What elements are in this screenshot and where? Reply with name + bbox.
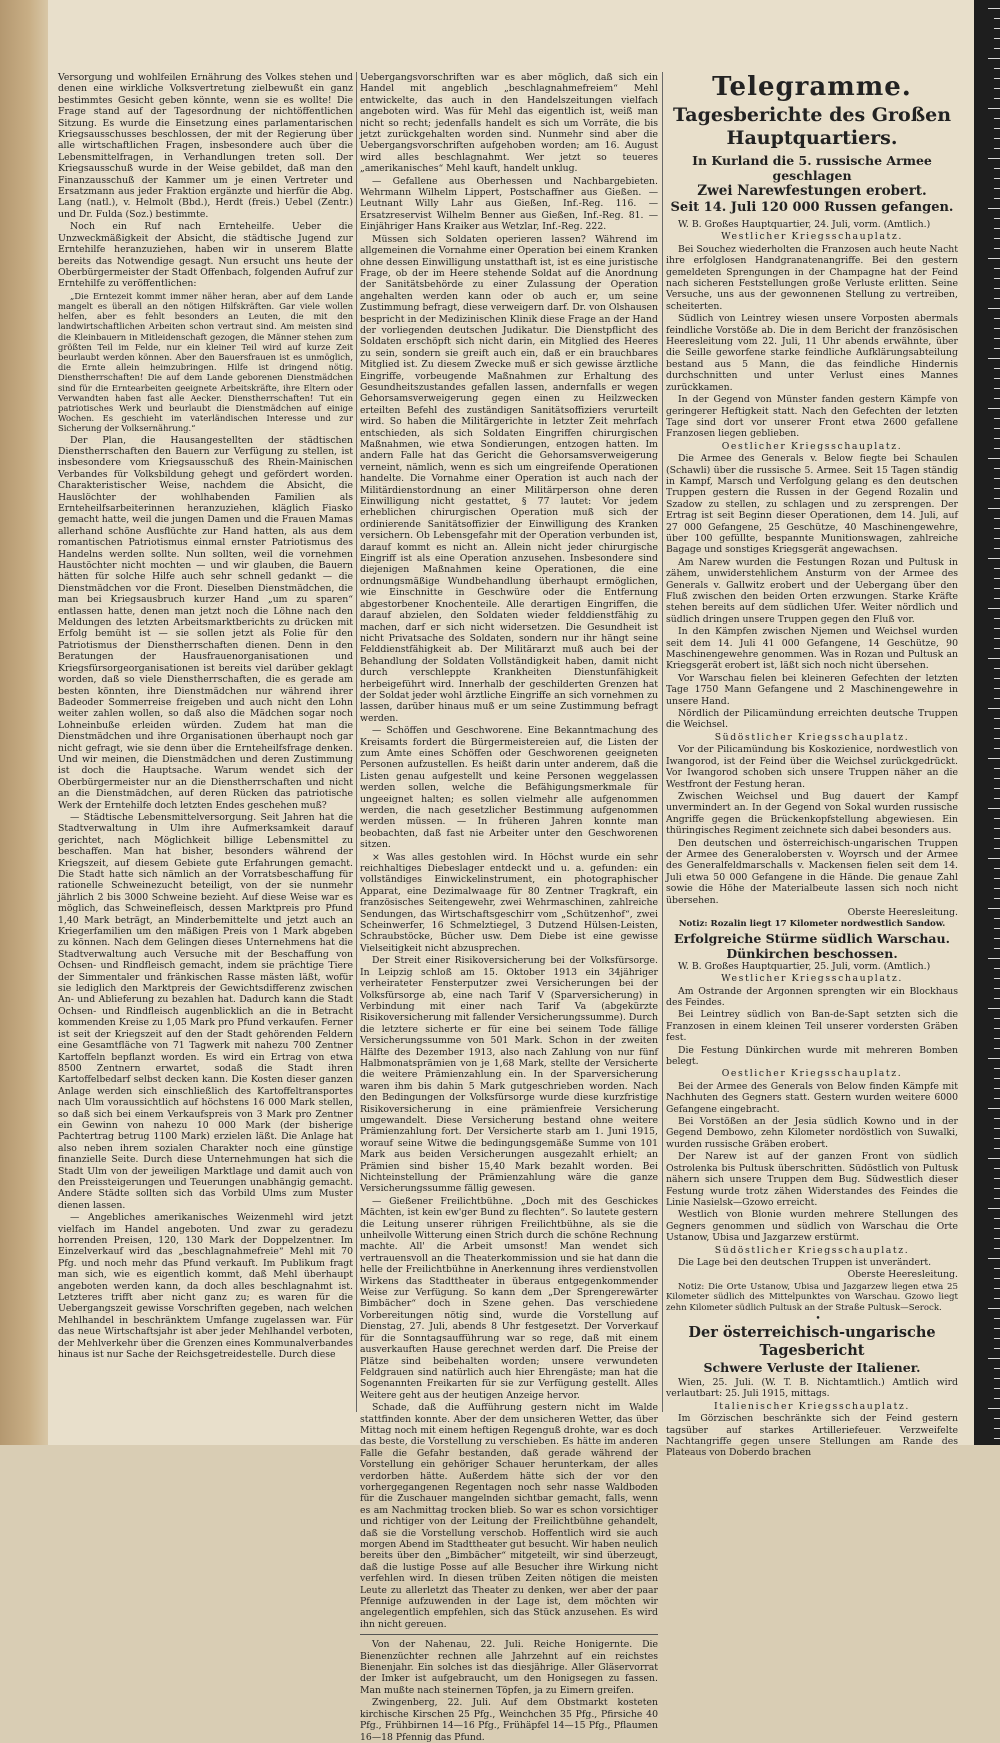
ruler-tick (994, 598, 1000, 599)
ruler-tick (994, 848, 1000, 849)
ruler-tick (994, 18, 1000, 19)
ruler-tick (994, 1098, 1000, 1099)
ruler-tick (994, 198, 1000, 199)
ruler-tick (994, 448, 1000, 449)
headline-narewfestungen: Zwei Narewfestungen erobert. (697, 183, 927, 199)
ruler-tick (994, 888, 1000, 889)
ruler-tick (994, 618, 1000, 619)
ruler-tick (994, 288, 1000, 289)
ruler-tick (994, 368, 1000, 369)
column-left (58, 72, 353, 1412)
ruler-tick (994, 668, 1000, 669)
page-content (58, 72, 958, 1743)
article-lebensmittelversorgung: — Städtische Lebensmittelversorgung. Seit Jahren hat die Stadtverwaltung in Ulm ihre Aufmerksamkeit darauf gerichtet, nach Möglichkeit billige Lebensmittel zu beschaffen. Man hat bisher, besonders während der Kriegszeit, auf diesem Gebiete gute Erfahrungen gemacht. Die Stadt hatte sich nämlich an der Vorratsbeschaffung für rationelle Schweinezucht beteiligt, von der sie nunmehr jährlich 2 bis 3000 Schweine bezieht. Auf diese Weise war es möglich, das Schweinefleisch, dessen Marktpreis pro Pfund 1,40 Mark beträgt, an Minderbemittelte und jetzt auch an Kriegerfamilien um den mäßigen Preis von 1 Mark abgeben zu können. Nach dem Gelingen dieses Unternehmens hat die Stadtverwaltung auch Versuche mit der Beschaffung von Ochsen- und Rindfleisch gemacht, indem sie prächtige Tiere der Simmentaler und fränkischen Rasse mästen läßt, wofür sie lediglich den Marktpreis der Gewichtsdifferenz zwischen An- und Ablieferung zu bezahlen hat. Dadurch kann die Stadt Ochsen- und Rindfleisch augenblicklich an die in Betracht kommenden Kreise zu 1,05 Mark pro Pfund verkaufen. Ferner ist seit der Kriegszeit auf den der Stadt gehörenden Feldern eine Gesamtfläche von 71 Tagwerk mit nahezu 700 Zentner Kartoffeln bepflanzt worden. Es wird ein Ertrag von etwa 8500 Zentnern erwartet, sodaß die Stadt ihren Kartoffelbedarf selbst decken kann. Die Kosten dieser ganzen Anlage werden sich einschließlich des Kartoffeltransportes nach Ulm voraussichtlich auf höchstens 16 000 Mark stellen, so daß sich bei einem Verkaufspreis von 3 Mark pro Zentner ein Gewinn von nahezu 10 000 Mark (der bisherige Pachtertrag betrug 1100 Mark) erzielen läßt. Die Anlage hat also neben ihrem sozialen Charakter noch eine günstige finanzielle Seite. Durch diese Unternehmungen hat sich die Stadt Ulm von der jeweiligen Marktlage und damit auch von den Preissteigerungen und Teuerungen unabhängig gemacht. Andere Städte sollten sich das Vorbild Ulms zum Muster dienen lassen. (58, 811, 353, 1211)
dateline: Wien, 25. Juli. (W. T. B. Nichtamtlich.) Amtlich wird verlautbart: 25. Juli 1915, mittags. (666, 1376, 958, 1400)
article-schoeffen: — Schöffen und Geschworene. Eine Bekanntmachung des Kreisamts fordert die Bürgermeistereien auf, die Listen der zum Amte eines Schöffen oder Geschworenen geeigneten Personen aufzustellen. Es heißt darin unter anderem, daß die Listen genau aufgestellt und keine Personen weggelassen werden sollen, welche die Befähigungsmerkmale für ungeeignet halten; es sollen vielmehr alle aufgenommen werden, die nach gesetzlicher Bestimmung aufgenommen werden müssen. — In früheren Jahren konnte man beobachten, daß fast nie Arbeiter unter den Geschworenen sitzen. (360, 725, 658, 851)
subheading-oestlich: Oestlicher Kriegsschauplatz. (721, 1068, 903, 1080)
ruler-tick (988, 808, 1000, 809)
ruler-tick (994, 478, 1000, 479)
ruler-tick (994, 648, 1000, 649)
ruler-tick (994, 38, 1000, 39)
column-divider (356, 72, 357, 1412)
ruler-tick (994, 218, 1000, 219)
ruler-tick (994, 988, 1000, 989)
subheading-suedoestlich: Südöstlicher Kriegsschauplatz. (714, 731, 910, 743)
ruler-tick (994, 1388, 1000, 1389)
ruler-tick (988, 208, 1000, 209)
ruler-tick (994, 1118, 1000, 1119)
ruler-tick (994, 1198, 1000, 1199)
ruler-tick (994, 1248, 1000, 1249)
ruler-tick (988, 408, 1000, 409)
report-paragraph: Zwischen Weichsel und Bug dauert der Kampf unvermindert an. In der Gegend von Sokal wurden russische Angriffe gegen die Brückenkopfstellung abgewiesen. Ein thüringisches Regiment zeichnete sich dabei besonders aus. (666, 790, 958, 837)
ruler-tick (994, 738, 1000, 739)
report-paragraph: Südlich von Leintrey wiesen unsere Vorposten abermals feindliche Vorstöße ab. Die in dem Bericht der französischen Heeresleitung vom 22. Juli, 11 Uhr abends erwähnte, über die Seille geworfene starke feindliche Aufklärungsabteilung bestand aus 5 Mann, die das feindliche Hindernis durchschnitten und unter Verlust eines Mannes zurückkamen. (666, 313, 958, 393)
ruler-tick (994, 28, 1000, 29)
report-paragraph: Vor Warschau fielen bei kleineren Gefechten der letzten Tage 1750 Mann Gefangene und 2 Maschinengewehre in unsere Hand. (666, 672, 958, 707)
ruler-tick (994, 1018, 1000, 1019)
article-freilichtbuehne-2: Schade, daß die Aufführung gestern nicht im Walde stattfinden konnte. Aber der dem unsicheren Wetter, das über Mittag noch mit einem heftigen Regenguß drohte, war es doch das beste, die Vorstellung zu verschieben. Es hätte im anderen Falle die Gefahr bestanden, daß gerade während der Vorstellung ein gehöriger Schauer herunterkam, der alles verdorben hätte. Außerdem hätte sich der vor den vorhergegangenen Regentagen noch sehr nasse Waldboden für die Zuschauer mangelnden sichtbar gemacht, falls, wenn es am Nachmittag trocken blieb. So war es schon vorsichtiger und richtiger von der Leitung der Freilichtbühne gehandelt, daß sie die Vorstellung verschob. Hoffentlich wird sie auch morgen Abend im Stadttheater gut besucht. Wir haben neulich bereits über den „Bimbächer“ mitgeteilt, wir sind überzeugt, daß die lustige Posse auf alle Besucher ihre Wirkung nicht verfehlen wird. In diesen trüben Zeiten nötigen die meisten Leute zu allerletzt das Theater zu denken, wer aber der paar Pfennige aufzuwenden in der Lage ist, dem möchten wir angelegentlich empfehlen, sich das Stück anzusehen. Es wird ihn nicht gereuen. (360, 1402, 658, 1630)
ruler-tick (994, 578, 1000, 579)
report-paragraph: Am Ostrande der Argonnen sprengten wir ein Blockhaus des Feindes. (666, 985, 958, 1008)
subheading-westlich: Westlicher Kriegsschauplatz. (721, 973, 903, 985)
ruler-tick (994, 248, 1000, 249)
ruler-tick (994, 1138, 1000, 1139)
report-paragraph: Am Narew wurden die Festungen Rozan und Pultusk in zähem, unwiderstehlichem Ansturm von der Armee des Generals v. Gallwitz erobert und der Uebergang über den Fluß zwischen den beiden Orten erzwungen. Starke Kräfte stehen bereits auf dem südlichen Ufer. Weiter nördlich und südlich dringen unsere Truppen gegen den Fluß vor. (666, 556, 958, 625)
ruler-tick (994, 1318, 1000, 1319)
ruler-tick (994, 1228, 1000, 1229)
ruler-tick (994, 1178, 1000, 1179)
ruler-tick (994, 748, 1000, 749)
ruler-tick (994, 118, 1000, 119)
notiz: Notiz: Die Orte Ustanow, Ubisa und Jazgarzew liegen etwa 25 Kilometer südlich des Mittelpunktes von Warschau. Gzowo liegt zehn Kilometer südlich Pultusk an der Straße Pultusk—Serock. (666, 1281, 958, 1313)
ruler-tick (994, 148, 1000, 149)
article-dienstmaedchen: Der Plan, die Hausangestellten der städtischen Dienstherrschaften den Bauern zur Verfügung zu stellen, ist insbesondere vom Kriegsausschuß des Rhein-Mainischen Verbandes für Volksbildung gehegt und gefördert worden. Charakteristischer Weise, nachdem die Absicht, die Hauslöchter der wohlhabenden Familien als Ernteheilfsarbeiterinnen heranzuziehen, kläglich Fiasko gemacht hatte, weil die jungen Damen und die Frauen Mamas allerhand schöne Ausflüchte zur Hand hatten, als aus dem romantischen Patriotismus einmal ernster Patriotismus des Handelns werden sollte. Nun sollten, weil die vornehmen Haustöchter nicht mochten — und wir glauben, die Bauern hätten für solche Hilfe auch sehr schnell gedankt — die Dienstmädchen vor die Front. Dieselben Dienstmädchen, die man bei Kriegsausbruch kurzer Hand „um zu sparen“ entlassen hatte, denen man jetzt noch die Löhne nach den Meldungen des letzten Arbeitsmarktberichts zu drücken mit Erfolg bemüht ist — sie sollen jetzt als Folie für den Patriotismus der Dienstherrschaften dienen. Denn in den Beratungen der Hausfrauenorganisationen und Kriegsfürsorgeorganisationen ist bereits viel darüber geklagt worden, daß so viele Dienstherrschaften, die es gerade am besten könnten, ihre Dienstmädchen nur während ihrer Badeoder Sommerreise freigeben und auch nicht den Lohn weiter zahlen wollen, so daß also die Mädchen sogar noch Lohneinbuße erleiden würden. Zudem hat man die Dienstmädchen und ihre Organisationen überhaupt noch gar nicht gefragt, wie sie denn über die Ernteheilfsfrage denken. Und wir meinen, die Dienstmädchen und deren Zustimmung ist doch die Hauptsache. Warum wendet sich der Oberbürgermeister nur an die Dienstherrschaften und nicht an die Dienstmädchen, auf deren Rücken das patriotische Werk der Erntehilfe doch letzten Endes geschehen muß? (58, 434, 353, 811)
ruler-tick (994, 1368, 1000, 1369)
subheading-westlich: Westlicher Kriegsschauplatz. (721, 231, 903, 243)
headline-oesterreich: Der österreichisch-ungarische Tagesbericht (688, 1323, 936, 1359)
ruler-tick (988, 858, 1000, 859)
ruler-tick (988, 1058, 1000, 1059)
ruler-tick (994, 1218, 1000, 1219)
report-paragraph: Bei Vorstößen an der Jesia südlich Kowno und in der Gegend Dembowo, zehn Kilometer nordöstlich von Suwalki, wurden russische Gräben erobert. (666, 1116, 958, 1150)
column-divider (662, 72, 663, 1412)
report-paragraph: Bei Leintrey südlich von Ban-de-Sapt setzten sich die Franzosen in einem kleinen Teil unserer vordersten Gräben fest. (666, 1009, 958, 1044)
headline-warschau: Erfolgreiche Stürme südlich Warschau. (674, 930, 950, 946)
ruler-tick (994, 398, 1000, 399)
ruler-tick (988, 8, 1000, 9)
ruler-tick (994, 1338, 1000, 1339)
article-mehl-continued: Uebergangsvorschriften war es aber möglich, daß sich ein Handel mit angeblich „beschlagnahmefreiem“ Mehl entwickelte, das auch in den Handelszeitungen vielfach angeboten wird. Was für Mehl das eigentlich ist, weiß man nicht so recht; jedenfalls handelt es sich um Vorräte, die bis jetzt zurückgehalten worden sind. Nunmehr sind aber die Uebergangsvorschriften aufgehoben worden; am 16. August wird alles beschlagnahmt. Wer jetzt so teueres „amerikanisches“ Mehl kauft, handelt unklug. (360, 72, 658, 175)
ruler-tick (994, 688, 1000, 689)
report-paragraph: Bei Souchez wiederholten die Franzosen auch heute Nacht ihre erfolglosen Handgranatenangriffe. Bei den gestern gemeldeten Sprengungen in der Champagne hat der Feind nach sicheren Feststellungen große Verluste erlitten. Seine Versuche, uns aus der gewonnenen Stellung zu vertreiben, scheiterten. (666, 243, 958, 312)
ruler-tick (994, 778, 1000, 779)
article-gestohlen: × Was alles gestohlen wird. In Höchst wurde ein sehr reichhaltiges Diebeslager entdeckt und u. a. gefunden: ein vollständiges Einwickelinstrument, ein photographischer Apparat, eine Dezimalwaage für 80 Zentner Tragkraft, ein französisches Seitengewehr, zwei Wehrmaschinen, zahlreiche Sendungen, das Wirtschaftsgeschirr vom „Schützenhof“, zwei Scheinwerfer, 16 Schmelztiegel, 3 Dutzend Hülsen-Leisten, Schraubstöcke, Bücher usw. Dem Diebe ist eine gewisse Vielseitigkeit nicht abzusprechen. (360, 851, 658, 954)
ruler-tick (988, 958, 1000, 959)
report-paragraph: Im Görzischen beschränkte sich der Feind gestern tagsüber auf starkes Artilleriefeuer. Verzweifelte Nachtangriffe gegen unsere Stellungen am Rande des Plateaus von Doberdo brachen (666, 1413, 958, 1459)
ruler-tick (994, 228, 1000, 229)
ruler-tick (994, 468, 1000, 469)
ruler-tick (988, 1358, 1000, 1359)
report-paragraph: Die Festung Dünkirchen wurde mit mehreren Bomben belegt. (666, 1044, 958, 1068)
article-kriegsausschuss: Versorgung und wohlfeilen Ernährung des Volkes stehen und denen eine wirkliche Volksvertretung zielbewußt ein ganz bestimmtes Gesicht geben könnte, wenn sie es wollte! Die Frage stand auf der Tagesordnung der nichtöffentlichen Sitzung. Es wurde die Einsetzung eines parlamentarischen Kriegsausschusses beschlossen, der mit der Regierung über alle wirtschaftlichen Fragen, insbesondere auch über die Lebensmittelfragen, in Verhandlungen treten soll. Der Kriegsausschuß wurde in der Weise gebildet, daß man den Finanzausschuß der Kammer um je einen Vertreter und Ersatzmann aus jeder Fraktion ergänzte und hierfür die Abg. Lang (natl.), v. Helmolt (Bbd.), Herdt (freis.) Uebel (Zentr.) und Dr. Fulda (Soz.) bestimmte. (58, 72, 353, 220)
ruler-tick (988, 108, 1000, 109)
ruler-tick (994, 768, 1000, 769)
ruler-tick (994, 1238, 1000, 1239)
report-paragraph: Nördlich der Pilicamündung erreichten deutsche Truppen die Weichsel. (666, 708, 958, 731)
ruler-tick (994, 1398, 1000, 1399)
article-weizenmehl: — Angebliches amerikanisches Weizenmehl wird jetzt vielfach im Handel angeboten. Und zwar zu geradezu horrenden Preisen, 120, 130 Mark der Doppelzentner. Im Einzelverkauf wird das „beschlagnahmefreie“ Mehl mit 70 Pfg. und noch mehr das Pfund verkauft. Im Publikum fragt man sich, wie es eigentlich kommt, daß Mehl überhaupt angeboten werden kann, da doch alles beschlagnahmt ist. Letzteres trifft aber nicht ganz zu; es waren für die Uebergangszeit gewisse Vorschriften gegeben, nach welchen Mehlhandel in beschränktem Umfange zugelassen war. Für das neue Wirtschaftsjahr ist aber jeder Mehlhandel verboten, der Mehlverkehr über die Grenzen eines Kommunalverbandes hinaus ist nur Sache der Reichsgetreidestelle. Durch diese (58, 1212, 353, 1361)
headline-duenkirchen: Dünkirchen beschossen. (726, 945, 898, 961)
ruler-tick (994, 1418, 1000, 1419)
ruler-tick (994, 698, 1000, 699)
article-erntehilfe: Noch ein Ruf nach Ernteheilfe. Ueber die Unzweckmäßigkeit der Absicht, die städtische Jugend zur Erntehilfe heranzuziehen, haben wir in unserem Blatte bereits das Notwendige gesagt. Nun ersucht uns heute der Oberbürgermeister der Stadt Offenbach, folgenden Aufruf zur Erntehilfe zu veröffentlichen: (58, 221, 353, 290)
ruler-tick (994, 1148, 1000, 1149)
ruler-tick (994, 1088, 1000, 1089)
ruler-tick (994, 128, 1000, 129)
ruler-tick (994, 168, 1000, 169)
report-paragraph: Vor der Pilicamündung bis Koskozienice, nordwestlich von Iwangorod, ist der Feind über die Weichsel zurückgedrückt. Vor Iwangorod schoben sich unsere Truppen näher an die Westfront der Festung heran. (666, 744, 958, 790)
report-paragraph: Westlich von Blonie wurden mehrere Stellungen des Gegners genommen und südlich von Warschau die Orte Ustanow, Ubisa und Jazgarzew erstürmt. (666, 1209, 958, 1244)
article-obstmarkt: Zwingenberg, 22. Juli. Auf dem Obstmarkt kosteten kirchische Kirschen 25 Pfg., Weinchchen 35 Pfg., Pfirsiche 40 Pfg., Frühbirnen 14—16 Pfg., Frühäpfel 14—15 Pfg., Pflaumen 16—18 Pfennig das Pfund. (360, 1697, 658, 1743)
ruler-tick (994, 678, 1000, 679)
ruler-tick (994, 1348, 1000, 1349)
ruler-tick (994, 328, 1000, 329)
ruler-tick (994, 338, 1000, 339)
ruler-tick (988, 508, 1000, 509)
ruler-tick (994, 188, 1000, 189)
ruler-tick (994, 638, 1000, 639)
ruler-tick (994, 428, 1000, 429)
ruler-tick (994, 1168, 1000, 1169)
ruler-tick (994, 818, 1000, 819)
article-freilichtbuehne: — Gießener Freilichtbühne. „Doch mit des Geschickes Mächten, ist kein ew'ger Bund zu flechten“. So lautete gestern die Leitung unserer rührigen Freilichtbühne, als sie die unheilvolle Witterung einen Strich durch die schöne Rechnung machte. All' die Arbeit umsonst! Man wendet sich vertrauensvoll an die Theaterkommission und sie hat dann die helle der Freilichtbühne in Anerkennung ihres verdienstvollen Wirkens das Stadttheater in überaus entgegenkommender Weise zur Verfügung. So kann dem „Der Sprengerewärter Bimbächer“ doch in Szene gehen. Das verschiedene Vorbereitungen nötig sind, wurde die Vorstellung auf Dienstag, 27. Juli, abends 8 Uhr festgesetzt. Der Vorverkauf für die Sonntagsaufführung war so rege, daß mit einem ausverkauften Hause gerechnet werden darf. Die Preise der Plätze sind beibehalten worden; unsere verwundeten Feldgrauen sind natürlich auch hier Ehrengäste; man hat die Sogenannten Freikarten für sie zur Verfügung gestellt. Alles Weitere geht aus der heutigen Anzeige hervor. (360, 1195, 658, 1401)
ruler-tick (994, 548, 1000, 549)
ruler-tick (994, 948, 1000, 949)
ruler-tick (994, 1048, 1000, 1049)
page-binding-edge (0, 0, 48, 1445)
ruler-tick (994, 498, 1000, 499)
column-middle (360, 72, 658, 1743)
section-title-telegramme: Telegramme. (712, 72, 912, 102)
scan-ruler (974, 0, 1000, 1445)
ruler-tick (994, 1378, 1000, 1379)
ruler-tick (994, 1288, 1000, 1289)
ruler-tick (988, 158, 1000, 159)
ruler-tick (994, 348, 1000, 349)
ruler-tick (994, 278, 1000, 279)
ruler-tick (994, 1068, 1000, 1069)
dateline: W. B. Großes Hauptquartier, 25. Juli, vorm. (Amtlich.) (678, 960, 931, 972)
report-paragraph: Die Armee des Generals v. Below fiegte bei Schaulen (Schawli) über die russische 5. Armee. Seit 15 Tagen ständig in Kampf, Marsch und Verfolgung gelang es den deutschen Truppen gestern die Russen in der Gegend Rozalin und Szadow zu stellen, zu schlagen und zu zersprengen. Der Ertrag ist seit Beginn dieser Operationen, dem 14. Juli, auf 27 000 Gefangene, 25 Geschütze, 40 Maschinengewehre, über 100 gefüllte, bespannte Munitionswagen, zahlreiche Bagage und sonstiges Kriegsgerät angewachsen. (666, 453, 958, 556)
article-honigernte: Von der Nahenau, 22. Juli. Reiche Honigernte. Die Bienenzüchter rechnen alle Jahrzehnt auf ein reichstes Bienenjahr. Ein solches ist das diesjährige. Aller Gläservorrat der Imker ist aufgebraucht, um den Honigsegen zu fassen. Man mußte nach steinernen Töpfen, ja zu Eimern greifen. (360, 1639, 658, 1696)
ruler-tick (988, 358, 1000, 359)
ruler-tick (988, 1108, 1000, 1109)
ruler-tick (994, 798, 1000, 799)
ruler-tick (994, 418, 1000, 419)
ruler-tick (994, 268, 1000, 269)
ruler-tick (994, 928, 1000, 929)
subheading-oestlich: Oestlicher Kriegsschauplatz. (721, 440, 903, 452)
ruler-tick (988, 908, 1000, 909)
signature-ohl: Oberste Heeresleitung. (847, 1269, 958, 1281)
article-gefallene: — Gefallene aus Oberhessen und Nachbargebieten. Wehrmann Wilhelm Lippert, Postschaffner aus Gießen. — Leutnant Willy Lahr aus Gießen, Inf.-Reg. 116. — Ersatzreservist Wilhelm Benner aus Gießen, Inf.-Reg. 81. — Einjähriger Hans Kraiker aus Wetzlar, Inf.-Reg. 222. (360, 175, 658, 233)
ruler-tick (994, 68, 1000, 69)
ruler-tick (988, 1308, 1000, 1309)
ruler-tick (994, 898, 1000, 899)
ruler-tick (994, 878, 1000, 879)
ruler-tick (994, 438, 1000, 439)
ruler-tick (994, 1268, 1000, 1269)
headline-italiener: Schwere Verluste der Italiener. (703, 1359, 921, 1375)
report-paragraph: Den deutschen und österreichisch-ungarischen Truppen der Armee des Generalobersten v. Woyrsch und der Armee des Generalfeldmarschalls v. Mackensen fielen seit dem 14. Juli etwa 50 000 Gefangene in die Hände. Die genaue Zahl sowie die Höhe der Materialbeute lassen sich noch nicht übersehen. (666, 837, 958, 906)
ruler-tick (994, 868, 1000, 869)
ruler-tick (994, 528, 1000, 529)
ruler-tick (994, 1328, 1000, 1329)
ruler-tick (988, 708, 1000, 709)
ruler-tick (994, 968, 1000, 969)
ruler-tick (988, 1258, 1000, 1259)
ruler-tick (994, 388, 1000, 389)
separator-dot: • (815, 1313, 821, 1324)
headline-hauptquartier: Tagesberichte des Großen Hauptquartiers. (672, 104, 952, 149)
column-right (666, 72, 958, 1459)
report-paragraph: Die Lage bei den deutschen Truppen ist unverändert. (678, 1256, 932, 1268)
ruler-tick (994, 88, 1000, 89)
ruler-tick (988, 1158, 1000, 1159)
ruler-tick (994, 48, 1000, 49)
ruler-tick (994, 838, 1000, 839)
ruler-tick (994, 998, 1000, 999)
ruler-tick (988, 458, 1000, 459)
ruler-tick (994, 488, 1000, 489)
ruler-tick (994, 318, 1000, 319)
ruler-tick (988, 1408, 1000, 1409)
ruler-tick (994, 1428, 1000, 1429)
divider (360, 1634, 658, 1635)
report-paragraph: Der Narew ist auf der ganzen Front von südlich Ostrolenka bis Pultusk überschritten. Südöstlich von Pultusk nähern sich unsere Truppen dem Bug. Südwestlich dieser Festung wurde trotz zähen Widerstandes des Feindes die Linie Nasielsk—Gzowo erreicht. (666, 1151, 958, 1208)
ruler-tick (988, 308, 1000, 309)
ruler-tick (994, 828, 1000, 829)
report-paragraph: In den Kämpfen zwischen Njemen und Weichsel wurden seit dem 14. Juli 41 000 Gefangene, 14 Geschütze, 90 Maschinengewehre genommen. Was in Rozan und Pultusk an Kriegsgerät erobert ist, läßt sich noch nicht übersehen. (666, 626, 958, 672)
ruler-tick (988, 1208, 1000, 1209)
ruler-tick (988, 658, 1000, 659)
ruler-tick (994, 98, 1000, 99)
ruler-tick (994, 1298, 1000, 1299)
ruler-tick (994, 918, 1000, 919)
ruler-tick (994, 728, 1000, 729)
ruler-tick (994, 378, 1000, 379)
ruler-tick (988, 58, 1000, 59)
ruler-tick (994, 1188, 1000, 1189)
ruler-tick (988, 258, 1000, 259)
ruler-tick (994, 628, 1000, 629)
ruler-tick (988, 608, 1000, 609)
ruler-tick (994, 1438, 1000, 1439)
notiz: Notiz: Rozalin liegt 17 Kilometer nordwestlich Sandow. (678, 919, 946, 930)
ruler-tick (994, 538, 1000, 539)
ruler-tick (994, 1078, 1000, 1079)
article-volksfuersorge: Der Streit einer Risikoversicherung bei der Volksfürsorge. In Leipzig schloß am 15. Oktober 1913 ein 34jähriger verheirateter Fensterputzer zwei Versicherungen bei der Volksfürsorge ab, eine nach Tarif V (Sparversicherung) in Verbindung mit einer nach Tarif Va (abgekürzte Risikoversicherung mit fallender Versicherungssumme). Durch die letztere sicherte er für eine bei seinem Tode fällige Versicherungssumme von 501 Mark. Schon in der zweiten Hälfte des Dezember 1913, also nach Zahlung von nur fünf Halbmonatsprämien von je 1,68 Mark, stellte der Versicherte die weitere Prämienzahlung ein. In der Sparversicherung waren ihm bis dahin 5 Mark gutgeschrieben worden. Nach den Bedingungen der Volksfürsorge wurde diese kurzfristige Risikoversicherung in eine prämienfreie Versicherung umgewandelt. Diese Versicherung bestand ohne weitere Prämienzahlung fort. Der Versicherte starb am 1. Juni 1915, worauf seine Witwe die bedingungsgemäße Summe von 101 Mark aus beiden Versicherungen ausgezahlt erhielt; an Prämien sind bisher 15,40 Mark bezahlt worden. Bei Nichteinstellung der Prämienzahlung wäre die ganze Versicherungssumme fällig gewesen. (360, 955, 658, 1195)
headline-gefangene: Seit 14. Juli 120 000 Russen gefangen. (670, 200, 954, 215)
ruler-tick (994, 1038, 1000, 1039)
signature-ohl: Oberste Heeresleitung. (847, 906, 958, 918)
ruler-tick (994, 178, 1000, 179)
ruler-tick (994, 138, 1000, 139)
subheading-italienisch: Italienischer Kriegsschauplatz. (714, 1400, 910, 1412)
ruler-tick (994, 1028, 1000, 1029)
ruler-tick (988, 1008, 1000, 1009)
subheading-suedoestlich: Südöstlicher Kriegsschauplatz. (714, 1244, 910, 1256)
article-soldaten-operation: Müssen sich Soldaten operieren lassen? Während im allgemeinen die Vornahme einer Operation bei einem Kranken ohne dessen Einwilligung unstatthaft ist, ist es eine juristische Frage, ob der im Heere stehende Soldat auf die Anordnung der Sanitätsbehörde zu einer Zulassung der Operation angehalten werden kann oder ob auch er, um seine Zustimmung befragt, diese verweigern darf. Dr. von Olshausen bespricht in der Medizinischen Klinik diese Frage an der Hand der vorliegenden deutschen Judikatur. Die Dienstpflicht des Soldaten erschöpft sich nicht darin, ein Mitglied des Heeres zu sein, sondern sie greift auch ein, daß er ein brauchbares Mitglied ist. Zu diesem Zwecke muß er sich gewisse ärztliche Eingriffe, vorbeugende Maßnahmen zur Erhaltung des Gesundheitszustandes gefallen lassen, andernfalls er wegen Gehorsamsverweigerung gegen einen zu Heilzwecken erteilten Befehl des zuständigen Sanitätsoffiziers verurteilt wird. So haben die Militärgerichte in letzter Zeit mehrfach entschieden, als sich Soldaten Eingriffen chirurgischen Maßnahmen, wie etwa Sondierungen, entzogen hatten. Im andern Falle hat das Gericht die Gehorsamsverweigerung verneint, nämlich, wenn es sich um eingreifende Operationen handelte. Die Vornahme einer Operation ist auch nach der Militärdienstordnung an einer Militärperson ohne deren Einwilligung nicht gestattet, § 77 lautet: Vor jedem erheblichen chirurgischen Operation muß sich der ordinierende Sanitätsoffizier der Einwilligung des Kranken versichern. Ob Lebensgefahr mit der Operation verbunden ist, darauf kommt es nicht an. Allein nicht jeder chirurgische Eingriff ist als eine Operation anzusehen. Insbesondere sind diejenigen Maßnahmen keine Operationen, die eine ordnungsmäßige Wundbehandlung überhaupt ermöglichen, wie Einschnitte in Geschwüre oder die Entfernung abgestorbener Knochenteile. Alle derartigen Eingriffen, die darauf abzielen, den Soldaten wieder felddienstfähig zu machen, darf er sich nicht widersetzen. Die Gesundheit ist nicht Privatsache des Soldaten, sondern nur ihr hängt seine Felddienstfähigkeit ab. Der Militärarzt muß auch bei der Behandlung der Soldaten Vollständigkeit haben, damit nicht durch verschleppte Krankheiten Dienstunfähigkeit herbeigeführt wird. Innerhalb der geschilderten Grenzen hat der Soldat jeder wohl ärztliche Eingriffe an sich vornehmen zu lassen, darüber hinaus muß er um seine Zustimmung befragt werden. (360, 233, 658, 724)
headline-kurland: In Kurland die 5. russische Armee geschlagen (692, 153, 932, 183)
ruler-tick (994, 518, 1000, 519)
ruler-tick (994, 788, 1000, 789)
ruler-tick (994, 1128, 1000, 1129)
ruler-tick (994, 1278, 1000, 1279)
ruler-tick (994, 588, 1000, 589)
ruler-tick (994, 978, 1000, 979)
article-erntehilfe-aufruf: „Die Erntezeit kommt immer näher heran, aber auf dem Lande mangelt es überall an den nötigen Hilfskräften. Gar viele wollen helfen, aber es fehlt besonders an Leuten, die mit den landwirtschaftlichen Arbeiten schon vertraut sind. Am meisten sind die Kleinbauern in Mitleidenschaft gezogen, die Männer stehen zum größten Teil im Felde, nur ein kleiner Teil wird auf kurze Zeit beurlaubt werden können. Aber den Bauersfrauen ist es unmöglich, die Ernte allein heimzubringen. Hilfe ist dringend nötig. Dienstherrschaften! Die auf dem Lande geborenen Dienstmädchen sind für die Erntearbeiten geeignete Arbeitskräfte, ihre Eltern oder Verwandten haben fast alle Aecker. Dienstherrschaften! Tut ein patriotisches Werk und beurlaubt die Dienstmädchen auf einige Wochen. Es geschieht im vaterländischen Interesse und zur Sicherung der Volksernährung.“ (58, 290, 353, 434)
ruler-tick (994, 298, 1000, 299)
ruler-tick (994, 78, 1000, 79)
ruler-tick (994, 938, 1000, 939)
ruler-tick (988, 558, 1000, 559)
ruler-tick (994, 238, 1000, 239)
report-paragraph: In der Gegend von Münster fanden gestern Kämpfe von geringerer Heftigkeit statt. Nach den Gefechten der letzten Tage sind dort vor unserer Front etwa 2600 gefallene Franzosen liegen geblieben. (666, 394, 958, 440)
ruler-tick (994, 568, 1000, 569)
ruler-tick (988, 758, 1000, 759)
report-paragraph: Bei der Armee des Generals von Below finden Kämpfe mit Nachhuten des Gegners statt. Gestern wurden weitere 6000 Gefangene eingebracht. (666, 1080, 958, 1115)
dateline: W. B. Großes Hauptquartier, 24. Juli, vorm. (Amtlich.) (678, 219, 931, 230)
ruler-tick (994, 718, 1000, 719)
